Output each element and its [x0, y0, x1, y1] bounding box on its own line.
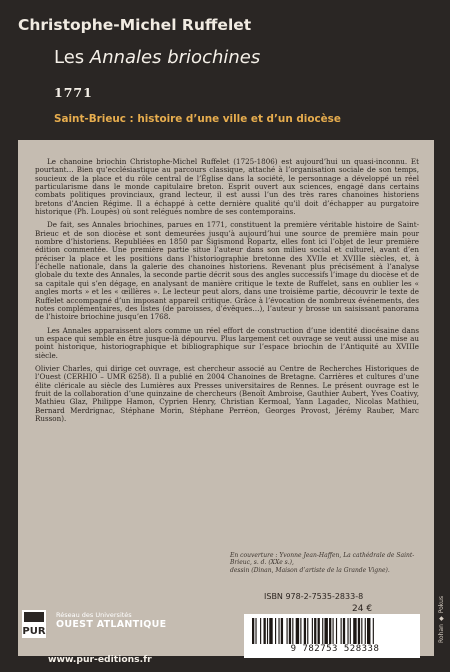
barcode-bar	[292, 618, 293, 644]
book-subtitle: Saint-Brieuc : histoire d’une ville et d’un diocèse	[54, 113, 341, 125]
cover-credit-line-1: En couverture : Yvonne Jean-Haffen, La cathédrale de Saint-Brieuc, s. d. (XXe s.),	[230, 552, 415, 567]
title-prefix: Les	[54, 47, 90, 68]
publisher-website[interactable]: www.pur-editions.fr	[48, 654, 152, 665]
barcode-bar	[278, 618, 279, 644]
barcode-bar	[275, 618, 276, 644]
blurb-paragraph-1: Le chanoine briochin Christophe-Michel Ruffelet (1725-1806) est aujourd’hui un quasi-inconnu. Et pourtant… Bien qu’ecclésiastique au parcours classique, attaché à l’organisation sociale de son temps, soucieux de la place et du rôle central de l’Église dans la société, le personnage a développé un réel particularisme dans le monde capitulaire breton. Esprit ouvert aux sciences, engagé dans certains combats politiques provinciaux, grand lecteur, il est aussi l’un des très rares chanoines historiens bretons d’Ancien Régime. Il a échappé à cette dernière qualité qu’il doit d’échapper au purgatoire historique (Ph. Loupès) où sont relégués nombre de ses contemporains.	[35, 157, 419, 217]
barcode-bar	[267, 618, 268, 644]
barcode-bar	[361, 618, 362, 644]
barcode-bar	[353, 618, 356, 644]
barcode-bar	[367, 618, 370, 644]
barcode-bar	[333, 618, 334, 644]
barcode-bar	[289, 618, 291, 644]
barcode-bar	[347, 618, 348, 644]
author-name: Christophe-Michel Ruffelet	[18, 16, 252, 34]
barcode-bar	[296, 618, 299, 644]
logo-text: PUR	[22, 626, 46, 637]
blurb-paragraph-3: Les Annales apparaissent alors comme un réel effort de construction d’une identité diocésaine dans un espace qui semble en être jusque-là dépourvu. Plus largement cet ouvrage se veut aussi une mise au point historique, historiographique et bibliographique sur l’espace briochin de l’Antiquité au XVIIIe siècle.	[35, 325, 419, 360]
barcode-bar	[358, 618, 360, 644]
spine-mark: Rohan ◆ Pokus	[438, 596, 445, 643]
barcode-bar	[350, 618, 351, 644]
barcode-bar	[343, 618, 345, 644]
barcode-bar	[365, 618, 366, 644]
title-italic: Annales briochines	[89, 47, 261, 68]
publication-year: 1771	[54, 85, 93, 100]
barcode-bar	[318, 618, 320, 644]
barcode-number: 9 782753 528338	[254, 644, 416, 654]
network-line-1: Réseau des Universités	[56, 611, 132, 619]
isbn: ISBN 978-2-7535-2833-8	[264, 592, 364, 601]
barcode-bar	[324, 618, 327, 644]
network-line-2: OUEST ATLANTIQUE	[56, 619, 167, 630]
publisher-network	[56, 612, 166, 630]
barcode-bar	[252, 618, 254, 644]
price: 24 €	[352, 604, 373, 614]
pur-logo-icon	[22, 610, 46, 638]
barcode-bar	[255, 618, 256, 644]
cover-credit-line-2: dessin (Dinan, Maison d’artiste de la Grande Vigne).	[230, 566, 390, 574]
barcode-bar	[269, 618, 272, 644]
book-title	[54, 47, 260, 68]
barcode-bar	[264, 618, 266, 644]
barcode-bar	[300, 618, 301, 644]
barcode-bar	[304, 618, 306, 644]
blurb	[35, 158, 419, 428]
editor-bio: Olivier Charles, qui dirige cet ouvrage, est chercheur associé au Centre de Recherches Historiques de l’Ouest (CERHIO – UMR 6258). Il a publié en 2004 Chanoines de Bretagne. Carrières et cultures d’une élite cléricale au siècle des Lumières aux Presses universitaires de Rennes. Le présent ouvrage est le fruit de la collaboration d’une quinzaine de chercheurs (Benoît Ambroise, Gauthier Aubert, Yves Coativy, Mathieu Glaz, Philippe Hamon, Cyprien Henry, Christian Kermoal, Yann Lagadec, Nicolas Mathieu, Bernard Merdrignac, Stéphane Morin, Stéphane Perréon, Georges Provost, Jérémy Rauber, Marc Russon).	[35, 363, 419, 423]
barcode-bar	[312, 618, 313, 644]
text-panel	[18, 140, 434, 656]
barcode-bar	[307, 618, 308, 644]
blurb-paragraph-2: De fait, ses Annales briochines, parues en 1771, constituent la première véritable histoire de Saint-Brieuc et de son diocèse et sont demeurées jusqu’à aujourd’hui une source de première main pour nombre d’historiens. Republiées en 1850 par Sigismond Ropartz, elles font ici l’objet de leur première édition commentée. Une première partie situe l’auteur dans son milieu social et culturel, avant d’en préciser la place et les positions dans l’historiographie bretonne des XVIIe et XVIIIe siècles, et, à l’échelle nationale, dans la galerie des chanoines historiens. Revenant plus précisément à l’analyse globale du texte des Annales, la seconde partie décrit sous des angles successifs l’image du diocèse et de sa capitale qui s’en dégage, en analysant de manière critique le texte de Ruffelet, sans en oublier les « angles morts » et les « œillères ». Le lecteur peut alors, dans une troisième partie, découvrir le texte de Ruffelet accompagné d’un imposant appareil critique. Grâce à l’évocation de nombreux événements, des notes complémentaires, des listes (de paroisses, d’évêques…), l’auteur y brosse un saisissant panorama de l’histoire briochine jusqu’en 1768.	[35, 220, 419, 322]
barcode-bar	[336, 618, 337, 644]
barcode-bar	[341, 618, 342, 644]
barcode-bar	[281, 618, 283, 644]
cover-credit	[230, 552, 420, 574]
cover-header	[0, 0, 450, 140]
barcode-bar	[329, 618, 331, 644]
barcode-bar	[287, 618, 288, 644]
barcode-bar	[322, 618, 323, 644]
barcode-bar	[314, 618, 316, 644]
barcode-bar	[260, 618, 261, 644]
barcode-bar	[373, 618, 374, 644]
